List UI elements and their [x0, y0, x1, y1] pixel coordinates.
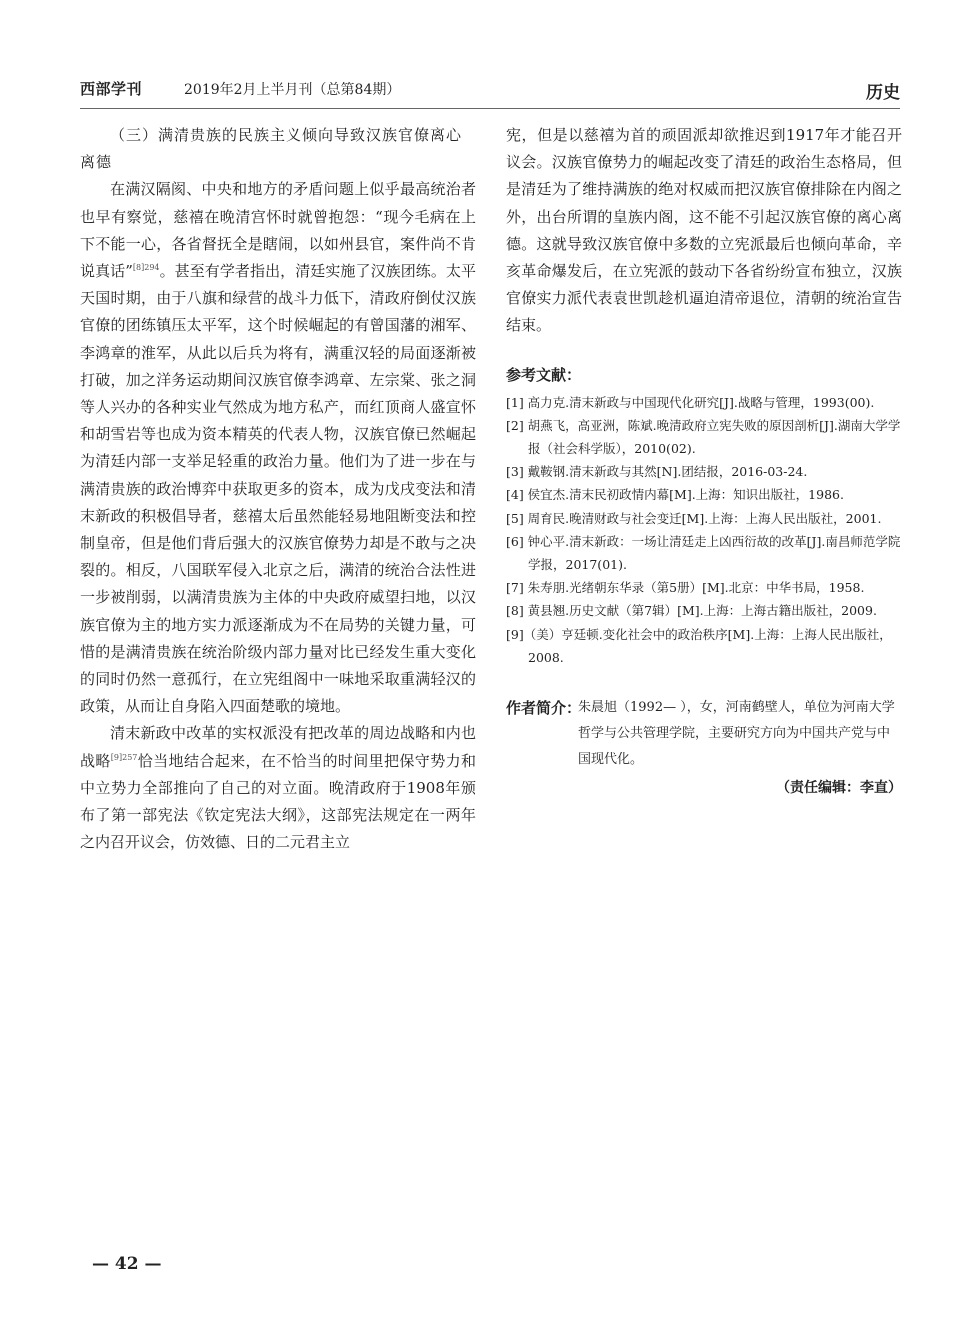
reference-item: [6] 钟心平.清末新政：一场让清廷走上凶西衍故的改革[J].南昌师范学院学报，2017(01). [506, 533, 901, 573]
reference-item: [5] 周育民.晚清财政与社会变迁[M].上海：上海人民出版社，2001. [506, 510, 882, 526]
reference-item: [9]（美）亨廷顿.变化社会中的政治秩序[M].上海：上海人民出版社，2008. [506, 626, 892, 665]
right-column [506, 122, 902, 797]
citation-mark: [8]294 [132, 263, 160, 273]
author-bio [506, 695, 902, 773]
editor-note: （责任编辑：李直） [776, 780, 902, 797]
author-bio-label: 作者简介： [506, 699, 582, 718]
left-column [80, 122, 476, 856]
page-header [80, 78, 900, 104]
issue-info: 2019年2月上半月刊（总第84期） [184, 82, 401, 98]
reference-list [506, 391, 902, 669]
header-rule [80, 108, 900, 109]
author-bio-text: 朱晨旭（1992— ），女，河南鹤壁人，单位为河南大学哲学与公共管理学院，主要研究方向为中国共产党与中国现代化。 [578, 700, 895, 768]
reference-item: [1] 高力克.清末新政与中国现代化研究[J].战略与管理，1993(00). [506, 394, 875, 410]
reference-item: [3] 戴鞍钢.清末新政与其然[N].团结报，2016-03-24. [506, 464, 808, 480]
reference-item: [2] 胡燕飞，高亚洲，陈斌.晚清政府立宪失败的原因剖析[J].湖南大学学报（社会科学版），2010(02). [506, 417, 901, 457]
section-subheading: （三）满清贵族的民族主义倾向导致汉族官僚离心离德 [80, 126, 463, 172]
section-label: 历史 [866, 83, 900, 103]
body-paragraph: 清末新政中改革的实权派没有把改革的周边战略和内也战略$^{[9]257}$恰当地结合起来，在不恰当的时间里把保守势力和中立势力全部推向了自己的对立面。晚清政府于1908年颁布了第一部宪法《钦定宪法大纲》，这部宪法规定在一两年之内召开议会，仿效德、日的二元君主立 [80, 724, 476, 852]
reference-item: [4] 侯宜杰.清末民初政情内幕[M].上海：知识出版社，1986. [506, 487, 844, 503]
journal-name: 西部学刊 [80, 80, 143, 98]
body-paragraph-continued: 宪，但是以慈禧为首的顽固派却欲推迟到1917年才能召开议会。汉族官僚势力的崛起改变了清廷的政治生态格局，但是清廷为了维持满族的绝对权威而把汉族官僚排除在内阁之外，出台所谓的皇族内阁，这不能不引起汉族官僚的离心离德。这就导致汉族官僚中多数的立宪派最后也倾向革命，辛亥革命爆发后，在立宪派的鼓动下各省纷纷宣布独立，汉族官僚实力派代表袁世凯趁机逼迫清帝退位，清朝的统治宣告结束。 [506, 126, 902, 335]
body-paragraph: 在满汉隔阂、中央和地方的矛盾问题上似乎最高统治者也早有察觉，慈禧在晚清宫怀时就曾抱怨：“现今毛病在上下不能一心，各省督抚全是瞎闹，以如州县官，案件尚不肯说真话”$^{[8]294}$。甚至有学者指出，清廷实施了汉族团练。太平天国时期，由于八旗和绿营的战斗力低下，清政府倒仗汉族官僚的团练镇压太平军，这个时候崛起的有曾国藩的湘军、李鸿章的淮军，从此以后兵为将有，满重汉轻的局面逐渐被打破，加之洋务运动期间汉族官僚李鸿章、左宗棠、张之洞等人兴办的各种实业气然成为地方私产，而红顶商人盛宣怀和胡雪岩等也成为资本精英的代表人物，汉族官僚已然崛起为清廷内部一支举足轻重的政治力量。他们为了进一步在与满清贵族的政治博弈中获取更多的资本，成为戊戌变法和清末新政的积极倡导者，慈禧太后虽然能轻易地阻断变法和控制皇帝，但是他们背后强大的汉族官僚势力却是不敢与之决裂的。相反，八国联军侵入北京之后，满清的统治合法性进一步被削弱，以满清贵族为主体的中央政府威望扫地，以汉族官僚为主的地方实力派逐渐成为不在局势的关键力量，可惜的是满清贵族在统治阶级内部力量对比已经发生重大变化的同时仍然一意孤行，在立宪组阁中一味地采取重满轻汉的政策，从而让自身陷入四面楚歌的境地。 [80, 180, 476, 716]
reference-item: [8] 黄县翘.历史文献（第7辑）[M].上海：上海古籍出版社，2009. [506, 603, 877, 619]
page-number: — 42 — [92, 1254, 162, 1274]
citation-mark: [9]257 [110, 752, 138, 762]
references-heading: 参考文献： [506, 365, 582, 384]
reference-item: [7] 朱寿朋.光绪朝东华录（第5册）[M].北京：中华书局，1958. [506, 580, 865, 596]
